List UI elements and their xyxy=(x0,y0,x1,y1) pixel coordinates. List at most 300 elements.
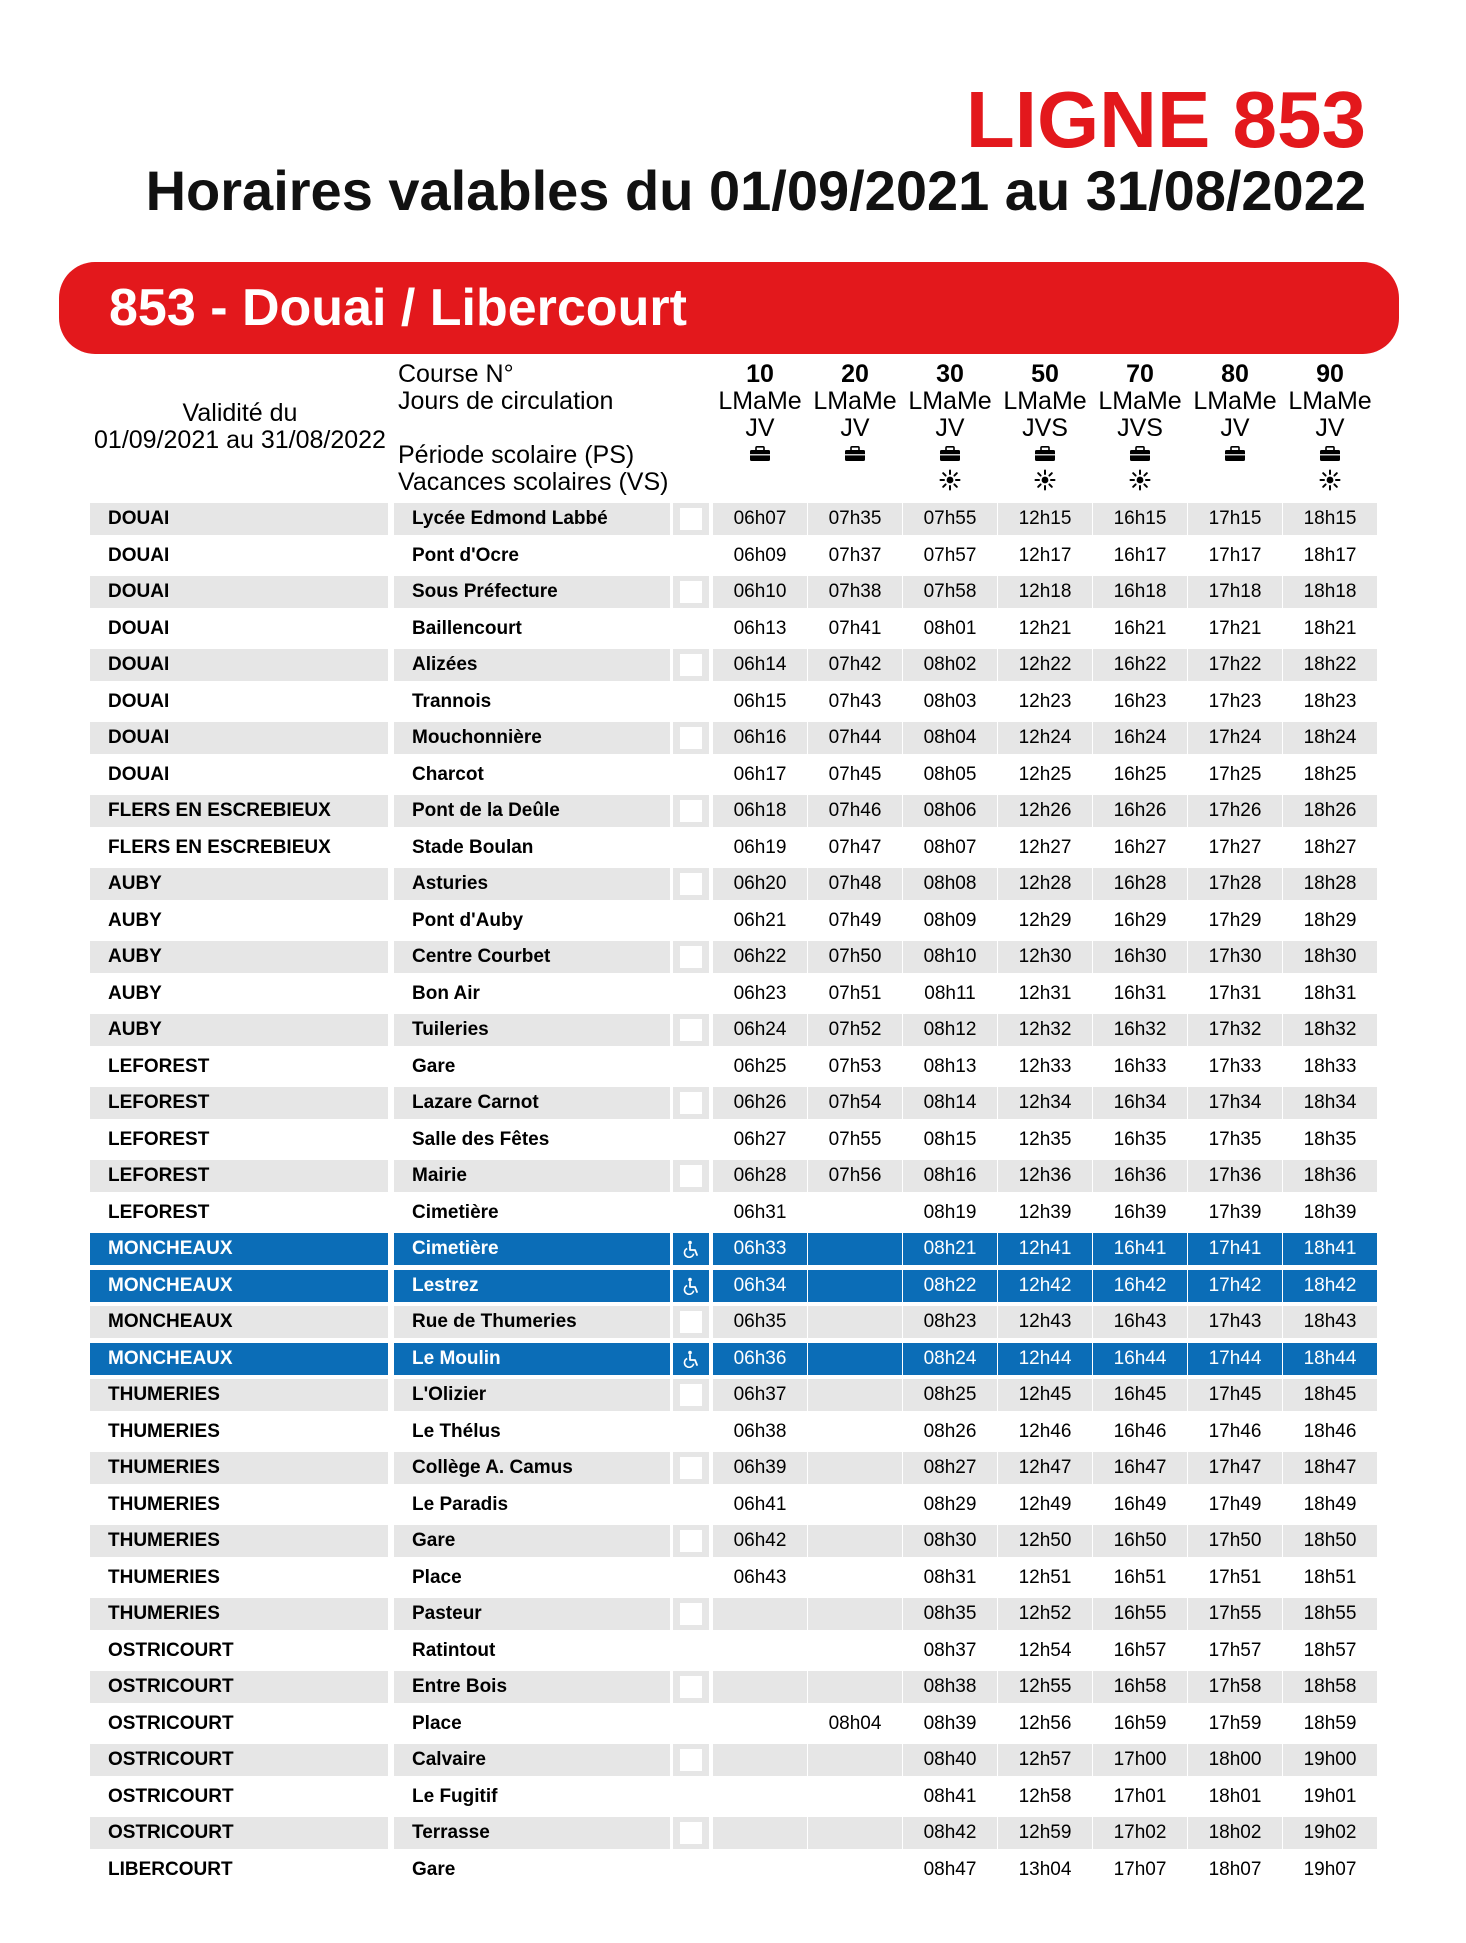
time-cell: 12h23 xyxy=(1018,690,1072,712)
table-row xyxy=(0,978,1466,1010)
accessibility-cell xyxy=(673,978,709,1010)
time-cell: 16h42 xyxy=(1093,1270,1187,1302)
stop-cell: Collège A. Camus xyxy=(394,1452,670,1484)
stop-cell: Mairie xyxy=(394,1160,670,1192)
time-cell: 16h49 xyxy=(1113,1493,1167,1515)
time-cell: 17h26 xyxy=(1188,795,1282,827)
accessibility-cell xyxy=(673,1598,709,1630)
table-row xyxy=(0,1744,1466,1776)
time-cell: 12h31 xyxy=(1018,982,1072,1004)
time-cell xyxy=(808,1489,902,1521)
commune-cell: OSTRICOURT xyxy=(90,1744,388,1776)
time-cell: 19h02 xyxy=(1283,1817,1377,1849)
time-cell: 18h31 xyxy=(1303,982,1357,1004)
time-cell: 06h23 xyxy=(733,982,787,1004)
time-cell: 16h15 xyxy=(1093,503,1187,535)
time-cell: 18h00 xyxy=(1188,1744,1282,1776)
accessibility-cell xyxy=(673,1124,709,1156)
time-cell: 18h24 xyxy=(1283,722,1377,754)
commune-cell: THUMERIES xyxy=(90,1452,388,1484)
time-cell: 18h32 xyxy=(1283,1014,1377,1046)
briefcase-icon xyxy=(903,442,997,466)
time-cell: 12h15 xyxy=(998,503,1092,535)
commune-cell: LEFOREST xyxy=(108,1128,210,1150)
time-cell: 06h13 xyxy=(733,617,787,639)
time-cell: 18h36 xyxy=(1283,1160,1377,1192)
time-cell: 08h04 xyxy=(903,722,997,754)
accessibility-cell xyxy=(673,1671,709,1703)
time-cell: 06h22 xyxy=(713,941,807,973)
accessibility-cell xyxy=(673,1197,709,1229)
time-cell: 07h46 xyxy=(808,795,902,827)
time-cell xyxy=(713,1708,807,1740)
commune-cell: AUBY xyxy=(108,982,162,1004)
time-cell: 07h52 xyxy=(808,1014,902,1046)
time-cell: 12h47 xyxy=(998,1452,1092,1484)
time-cell: 17h57 xyxy=(1208,1639,1262,1661)
time-cell: 08h23 xyxy=(903,1306,997,1338)
sun-icon xyxy=(903,468,997,492)
time-cell: 06h26 xyxy=(713,1087,807,1119)
accessibility-cell xyxy=(673,1525,709,1557)
time-cell: 12h29 xyxy=(1018,909,1072,931)
time-cell: 16h33 xyxy=(1113,1055,1167,1077)
time-cell: 06h16 xyxy=(713,722,807,754)
stop-cell: Gare xyxy=(412,1055,456,1077)
accessibility-cell xyxy=(673,576,709,608)
time-cell: 16h34 xyxy=(1093,1087,1187,1119)
time-cell: 12h56 xyxy=(1018,1712,1072,1734)
time-cell: 16h17 xyxy=(1113,544,1167,566)
accessibility-cell xyxy=(673,540,709,572)
time-cell: 08h31 xyxy=(923,1566,977,1588)
table-row xyxy=(0,722,1466,754)
time-cell: 18h23 xyxy=(1303,690,1357,712)
time-cell: 08h38 xyxy=(903,1671,997,1703)
course-label: Course N° xyxy=(398,360,514,388)
stop-cell: Trannois xyxy=(412,690,492,712)
stop-cell: Terrasse xyxy=(394,1817,670,1849)
time-cell: 06h18 xyxy=(713,795,807,827)
sun-icon xyxy=(998,468,1092,492)
time-cell: 16h55 xyxy=(1093,1598,1187,1630)
time-cell: 18h15 xyxy=(1283,503,1377,535)
accessibility-cell xyxy=(673,722,709,754)
table-row xyxy=(0,1270,1466,1302)
time-cell: 16h39 xyxy=(1113,1201,1167,1223)
time-cell: 07h55 xyxy=(828,1128,882,1150)
commune-cell: MONCHEAUX xyxy=(90,1306,388,1338)
time-cell: 08h09 xyxy=(923,909,977,931)
commune-cell: OSTRICOURT xyxy=(90,1817,388,1849)
time-cell: 12h50 xyxy=(998,1525,1092,1557)
commune-cell: DOUAI xyxy=(90,503,388,535)
stop-cell: Rue de Thumeries xyxy=(394,1306,670,1338)
header-labels xyxy=(398,361,698,496)
accessibility-cell xyxy=(673,649,709,681)
course-header-70 xyxy=(1093,361,1187,492)
commune-cell: THUMERIES xyxy=(108,1566,220,1588)
time-cell: 06h10 xyxy=(713,576,807,608)
time-cell: 17h24 xyxy=(1188,722,1282,754)
time-cell: 17h22 xyxy=(1188,649,1282,681)
stop-cell: Place xyxy=(412,1712,462,1734)
commune-cell: DOUAI xyxy=(108,763,170,785)
table-row xyxy=(0,1379,1466,1411)
time-cell: 08h12 xyxy=(903,1014,997,1046)
stop-cell: Le Paradis xyxy=(412,1493,509,1515)
time-cell: 16h57 xyxy=(1113,1639,1167,1661)
time-cell: 12h22 xyxy=(998,649,1092,681)
commune-cell: THUMERIES xyxy=(90,1598,388,1630)
time-cell: 18h45 xyxy=(1283,1379,1377,1411)
commune-cell: FLERS EN ESCREBIEUX xyxy=(108,836,331,858)
accessibility-cell xyxy=(673,503,709,535)
time-cell: 06h38 xyxy=(733,1420,787,1442)
stop-cell: Alizées xyxy=(394,649,670,681)
time-cell: 17h47 xyxy=(1188,1452,1282,1484)
time-cell: 17h58 xyxy=(1188,1671,1282,1703)
accessibility-cell xyxy=(673,1160,709,1192)
route-banner xyxy=(59,262,1399,354)
course-header-30 xyxy=(903,361,997,492)
time-cell: 17h34 xyxy=(1188,1087,1282,1119)
commune-cell: OSTRICOURT xyxy=(108,1785,234,1807)
time-cell: 16h50 xyxy=(1093,1525,1187,1557)
stop-cell: Place xyxy=(412,1566,462,1588)
time-cell: 16h25 xyxy=(1113,763,1167,785)
time-cell: 08h06 xyxy=(903,795,997,827)
time-cell: 06h36 xyxy=(713,1343,807,1375)
time-cell xyxy=(713,1671,807,1703)
time-cell: 19h01 xyxy=(1303,1785,1357,1807)
time-cell xyxy=(808,1562,902,1594)
commune-cell: THUMERIES xyxy=(108,1493,220,1515)
time-cell xyxy=(808,1525,902,1557)
time-cell: 16h44 xyxy=(1093,1343,1187,1375)
time-cell: 16h23 xyxy=(1113,690,1167,712)
table-row xyxy=(0,759,1466,791)
accessibility-cell xyxy=(673,1817,709,1849)
time-cell xyxy=(808,1671,902,1703)
table-row xyxy=(0,832,1466,864)
table-row xyxy=(0,1014,1466,1046)
time-cell: 07h50 xyxy=(808,941,902,973)
time-cell: 17h21 xyxy=(1208,617,1262,639)
time-cell: 06h42 xyxy=(713,1525,807,1557)
time-cell: 16h18 xyxy=(1093,576,1187,608)
commune-cell: OSTRICOURT xyxy=(108,1712,234,1734)
time-cell: 06h09 xyxy=(733,544,787,566)
table-row xyxy=(0,540,1466,572)
time-cell: 16h43 xyxy=(1093,1306,1187,1338)
time-cell: 08h26 xyxy=(923,1420,977,1442)
time-cell: 07h54 xyxy=(808,1087,902,1119)
commune-cell: MONCHEAUX xyxy=(90,1343,388,1375)
wheelchair-icon xyxy=(673,1233,709,1265)
time-cell: 07h44 xyxy=(808,722,902,754)
time-cell: 12h45 xyxy=(998,1379,1092,1411)
time-cell: 18h47 xyxy=(1283,1452,1377,1484)
time-cell: 06h21 xyxy=(733,909,787,931)
accessibility-cell xyxy=(673,1087,709,1119)
time-cell: 18h49 xyxy=(1303,1493,1357,1515)
time-cell xyxy=(713,1635,807,1667)
time-cell: 08h24 xyxy=(903,1343,997,1375)
stop-cell: Lazare Carnot xyxy=(394,1087,670,1119)
table-row xyxy=(0,1160,1466,1192)
time-cell: 07h43 xyxy=(828,690,882,712)
accessibility-cell xyxy=(673,1379,709,1411)
time-cell xyxy=(808,1452,902,1484)
course-header-50 xyxy=(998,361,1092,492)
time-cell: 07h56 xyxy=(808,1160,902,1192)
time-cell: 17h17 xyxy=(1208,544,1262,566)
time-cell: 19h07 xyxy=(1303,1858,1357,1880)
time-cell: 07h35 xyxy=(808,503,902,535)
course-number: 20 xyxy=(841,360,869,388)
time-cell: 17h43 xyxy=(1188,1306,1282,1338)
time-cell: 12h55 xyxy=(998,1671,1092,1703)
accessibility-cell xyxy=(673,1854,709,1886)
time-cell: 06h17 xyxy=(733,763,787,785)
time-cell: 17h41 xyxy=(1188,1233,1282,1265)
stop-cell: Baillencourt xyxy=(412,617,522,639)
time-cell xyxy=(808,1635,902,1667)
time-cell: 16h47 xyxy=(1093,1452,1187,1484)
accessibility-cell xyxy=(673,941,709,973)
time-cell: 17h35 xyxy=(1208,1128,1262,1150)
time-cell: 16h35 xyxy=(1113,1128,1167,1150)
accessibility-cell xyxy=(673,1014,709,1046)
table-row xyxy=(0,1197,1466,1229)
table-row xyxy=(0,1306,1466,1338)
table-row xyxy=(0,795,1466,827)
time-cell: 08h39 xyxy=(923,1712,977,1734)
time-cell: 16h24 xyxy=(1093,722,1187,754)
table-row xyxy=(0,1781,1466,1813)
course-number: 80 xyxy=(1221,360,1249,388)
time-cell: 17h23 xyxy=(1208,690,1262,712)
time-cell: 17h42 xyxy=(1188,1270,1282,1302)
course-days: LMaMe xyxy=(813,387,897,415)
stop-cell: Bon Air xyxy=(412,982,480,1004)
time-cell: 12h52 xyxy=(998,1598,1092,1630)
table-row xyxy=(0,905,1466,937)
table-row xyxy=(0,1416,1466,1448)
time-cell: 07h51 xyxy=(828,982,882,1004)
time-cell: 06h15 xyxy=(733,690,787,712)
time-cell: 18h30 xyxy=(1283,941,1377,973)
course-header-90 xyxy=(1283,361,1377,492)
accessibility-cell xyxy=(673,1489,709,1521)
time-cell: 08h14 xyxy=(903,1087,997,1119)
commune-cell: THUMERIES xyxy=(90,1379,388,1411)
time-cell: 17h30 xyxy=(1188,941,1282,973)
time-cell: 08h16 xyxy=(903,1160,997,1192)
time-cell: 18h07 xyxy=(1208,1858,1262,1880)
time-cell: 07h53 xyxy=(828,1055,882,1077)
stop-cell: Charcot xyxy=(412,763,484,785)
time-cell: 16h22 xyxy=(1093,649,1187,681)
commune-cell: THUMERIES xyxy=(90,1525,388,1557)
time-cell: 18h34 xyxy=(1283,1087,1377,1119)
table-row xyxy=(0,1452,1466,1484)
accessibility-cell xyxy=(673,1416,709,1448)
time-cell: 18h41 xyxy=(1283,1233,1377,1265)
time-cell: 18h46 xyxy=(1303,1420,1357,1442)
time-cell: 07h55 xyxy=(903,503,997,535)
time-cell xyxy=(713,1598,807,1630)
time-cell: 12h41 xyxy=(998,1233,1092,1265)
time-cell: 07h42 xyxy=(808,649,902,681)
commune-cell: AUBY xyxy=(90,868,388,900)
empty-icon-slot xyxy=(713,468,807,492)
time-cell: 18h27 xyxy=(1303,836,1357,858)
time-cell: 12h35 xyxy=(1018,1128,1072,1150)
time-cell: 16h46 xyxy=(1113,1420,1167,1442)
commune-cell: FLERS EN ESCREBIEUX xyxy=(90,795,388,827)
accessibility-cell xyxy=(673,1562,709,1594)
time-cell: 17h39 xyxy=(1208,1201,1262,1223)
time-cell: 08h30 xyxy=(903,1525,997,1557)
time-cell: 06h28 xyxy=(713,1160,807,1192)
time-cell: 06h33 xyxy=(713,1233,807,1265)
time-cell: 12h27 xyxy=(1018,836,1072,858)
time-cell: 16h26 xyxy=(1093,795,1187,827)
table-row xyxy=(0,1343,1466,1375)
commune-cell: DOUAI xyxy=(90,649,388,681)
accessibility-cell xyxy=(673,868,709,900)
time-cell xyxy=(808,1306,902,1338)
table-row xyxy=(0,686,1466,718)
stop-cell: Calvaire xyxy=(394,1744,670,1776)
time-cell: 18h18 xyxy=(1283,576,1377,608)
commune-cell: OSTRICOURT xyxy=(90,1671,388,1703)
validity-subtitle: Horaires valables du 01/09/2021 au 31/08/2022 xyxy=(145,159,1366,222)
time-cell: 08h25 xyxy=(903,1379,997,1411)
stop-cell: Le Moulin xyxy=(394,1343,670,1375)
time-cell: 12h46 xyxy=(1018,1420,1072,1442)
course-days: JVS xyxy=(1022,414,1068,442)
course-days: JV xyxy=(1220,414,1250,442)
time-cell xyxy=(808,1781,902,1813)
time-cell: 12h26 xyxy=(998,795,1092,827)
time-cell: 17h32 xyxy=(1188,1014,1282,1046)
time-cell: 07h38 xyxy=(808,576,902,608)
briefcase-icon xyxy=(998,442,1092,466)
course-days: LMaMe xyxy=(1003,387,1087,415)
accessibility-cell xyxy=(673,759,709,791)
stop-cell: L'Olizier xyxy=(394,1379,670,1411)
time-cell: 17h02 xyxy=(1093,1817,1187,1849)
course-number: 30 xyxy=(936,360,964,388)
time-cell: 08h10 xyxy=(903,941,997,973)
stop-cell: Mouchonnière xyxy=(394,722,670,754)
accessibility-cell xyxy=(673,1635,709,1667)
time-cell: 17h36 xyxy=(1188,1160,1282,1192)
table-row xyxy=(0,1708,1466,1740)
table-row xyxy=(0,1854,1466,1886)
time-cell xyxy=(808,1233,902,1265)
time-cell: 16h41 xyxy=(1093,1233,1187,1265)
time-cell: 06h31 xyxy=(733,1201,787,1223)
time-cell: 17h50 xyxy=(1188,1525,1282,1557)
holiday-period-label: Vacances scolaires (VS) xyxy=(398,468,669,496)
course-days: LMaMe xyxy=(908,387,992,415)
time-cell: 12h34 xyxy=(998,1087,1092,1119)
accessibility-cell xyxy=(673,1708,709,1740)
time-cell: 18h50 xyxy=(1283,1525,1377,1557)
time-cell: 08h07 xyxy=(923,836,977,858)
course-days: LMaMe xyxy=(718,387,802,415)
school-period-label: Période scolaire (PS) xyxy=(398,441,635,469)
course-days: JV xyxy=(745,414,775,442)
time-cell: 08h40 xyxy=(903,1744,997,1776)
commune-cell: LEFOREST xyxy=(108,1201,210,1223)
time-cell: 18h29 xyxy=(1303,909,1357,931)
time-cell: 17h46 xyxy=(1208,1420,1262,1442)
time-cell: 18h33 xyxy=(1303,1055,1357,1077)
time-cell: 17h01 xyxy=(1113,1785,1167,1807)
commune-cell: DOUAI xyxy=(108,544,170,566)
accessibility-cell xyxy=(673,1306,709,1338)
time-cell: 08h05 xyxy=(923,763,977,785)
time-cell xyxy=(713,1817,807,1849)
time-cell: 18h51 xyxy=(1303,1566,1357,1588)
time-cell: 18h26 xyxy=(1283,795,1377,827)
time-cell: 06h19 xyxy=(733,836,787,858)
commune-cell: MONCHEAUX xyxy=(90,1233,388,1265)
accessibility-cell xyxy=(673,1781,709,1813)
time-cell: 08h19 xyxy=(923,1201,977,1223)
time-cell: 06h07 xyxy=(713,503,807,535)
wheelchair-icon xyxy=(673,1270,709,1302)
time-cell: 17h28 xyxy=(1188,868,1282,900)
time-cell: 18h39 xyxy=(1303,1201,1357,1223)
time-cell: 17h29 xyxy=(1208,909,1262,931)
table-row xyxy=(0,1562,1466,1594)
stop-cell: Salle des Fêtes xyxy=(412,1128,550,1150)
commune-cell: THUMERIES xyxy=(108,1420,220,1442)
time-cell: 17h44 xyxy=(1188,1343,1282,1375)
accessibility-cell xyxy=(673,795,709,827)
time-cell xyxy=(713,1781,807,1813)
table-row xyxy=(0,576,1466,608)
time-cell: 06h24 xyxy=(713,1014,807,1046)
stop-cell: Gare xyxy=(394,1525,670,1557)
time-cell: 08h27 xyxy=(903,1452,997,1484)
time-cell: 08h37 xyxy=(923,1639,977,1661)
stop-cell: Tuileries xyxy=(394,1014,670,1046)
commune-cell: DOUAI xyxy=(108,617,170,639)
time-cell: 08h11 xyxy=(924,982,976,1004)
time-cell: 17h18 xyxy=(1188,576,1282,608)
stop-cell: Cimetière xyxy=(412,1201,499,1223)
time-cell: 12h44 xyxy=(998,1343,1092,1375)
course-days: JV xyxy=(840,414,870,442)
accessibility-cell xyxy=(673,613,709,645)
time-cell: 12h43 xyxy=(998,1306,1092,1338)
commune-cell: AUBY xyxy=(90,1014,388,1046)
time-cell: 07h45 xyxy=(828,763,882,785)
time-cell: 16h36 xyxy=(1093,1160,1187,1192)
time-cell: 18h22 xyxy=(1283,649,1377,681)
empty-icon-slot xyxy=(1188,468,1282,492)
briefcase-icon xyxy=(713,442,807,466)
time-cell: 07h48 xyxy=(808,868,902,900)
time-cell: 07h58 xyxy=(903,576,997,608)
